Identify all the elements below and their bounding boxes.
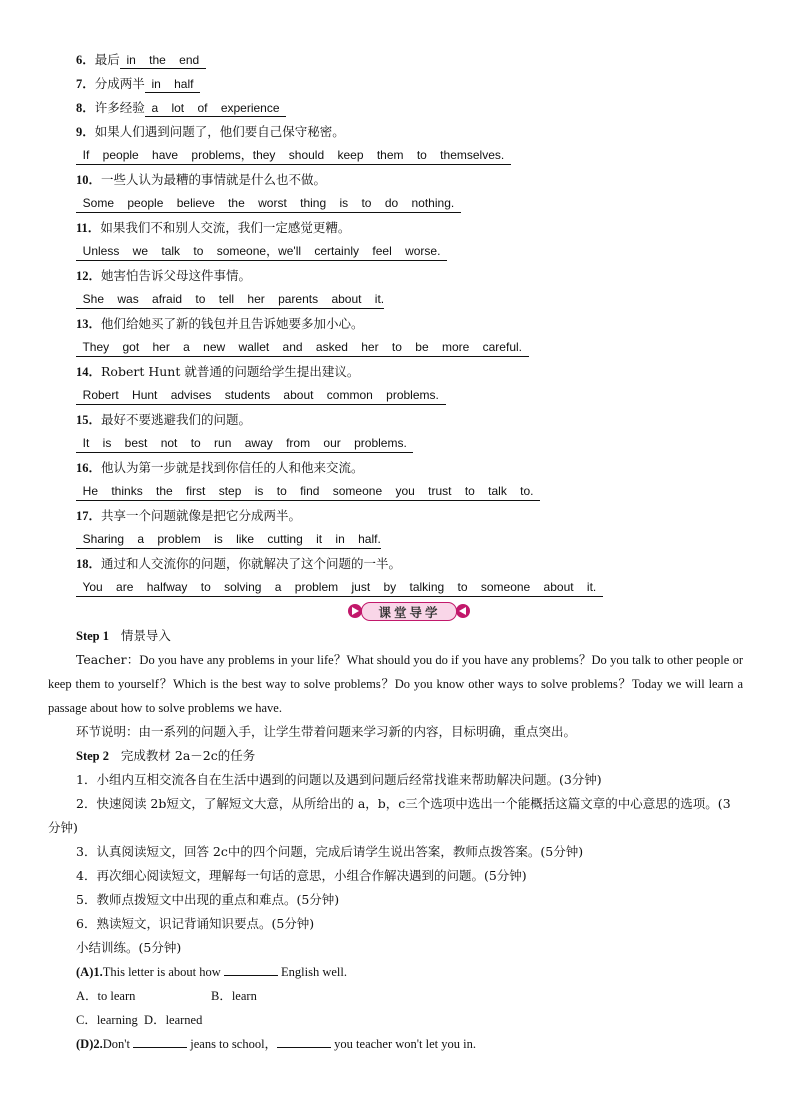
exercise-1-blank bbox=[224, 975, 278, 976]
exercise-2 bbox=[76, 1036, 476, 1052]
step1-label: 情景导入 bbox=[120, 628, 171, 643]
item-number: 12． bbox=[76, 269, 102, 283]
exercise-1 bbox=[76, 964, 347, 980]
step2-heading bbox=[76, 748, 255, 764]
sentence-17-answer: Sharing a problem is like cutting it in half. bbox=[76, 532, 381, 549]
sentence-16-prompt bbox=[76, 460, 364, 476]
exercise-1-stem-a: This letter is about how bbox=[102, 965, 221, 979]
step1-title: Step 1 bbox=[76, 629, 109, 643]
item-number: 15． bbox=[76, 413, 102, 427]
item-number: 7． bbox=[76, 77, 95, 91]
exercise-1-prefix: (A)1. bbox=[76, 965, 103, 979]
sentence-14-prompt bbox=[76, 364, 359, 380]
exercise-1-stem-b: English well. bbox=[281, 965, 347, 979]
item-chinese: 他认为第一步就是找到你信任的人和他来交流。 bbox=[101, 460, 364, 475]
item-number: 9． bbox=[76, 125, 95, 139]
exercise-1-options-row-2 bbox=[76, 1012, 202, 1028]
item-number: 11． bbox=[76, 221, 101, 235]
item-chinese: 他们给她买了新的钱包并且告诉她要多加小心。 bbox=[101, 316, 364, 331]
item-chinese: 许多经验 bbox=[94, 100, 145, 115]
sentence-17-prompt bbox=[76, 508, 301, 524]
item-number: 16． bbox=[76, 461, 102, 475]
sentence-15-prompt bbox=[76, 412, 251, 428]
item-chinese: 如果我们不和别人交流，我们一定感觉更糟。 bbox=[100, 220, 351, 235]
sentence-15-answer: It is best not to run away from our problems. bbox=[76, 436, 413, 453]
option-d: D．learned bbox=[144, 1013, 203, 1027]
sentence-18-answer: You are halfway to solving a problem just by talking to someone about it. bbox=[76, 580, 603, 597]
vocab-item-7 bbox=[76, 76, 200, 92]
step2-item-5: 5．教师点拨短文中出现的重点和难点。(5分钟) bbox=[76, 892, 340, 907]
vocab-item-6 bbox=[76, 52, 206, 68]
item-chinese: 她害怕告诉父母这件事情。 bbox=[101, 268, 252, 283]
step2-item-1: 1．小组内互相交流各自在生活中遇到的问题以及遇到问题后经常找谁来帮助解决问题。(3分钟) bbox=[76, 772, 602, 787]
item-chinese: 一些人认为最糟的事情就是什么也不做。 bbox=[101, 172, 327, 187]
option-b: B．learn bbox=[211, 989, 257, 1003]
sentence-14-answer: Robert Hunt advises students about common problems. bbox=[76, 388, 446, 405]
step2-label: 完成教材 2a－2c的任务 bbox=[120, 748, 256, 763]
exercise-2-blank-2 bbox=[277, 1047, 331, 1048]
item-answer: a lot of experience bbox=[144, 101, 287, 115]
sentence-10-answer: Some people believe the worst thing is to do nothing. bbox=[76, 196, 461, 213]
item-number: 14． bbox=[76, 365, 102, 379]
banner-title: 课堂导学 bbox=[378, 605, 441, 620]
section-banner bbox=[345, 600, 471, 622]
item-chinese: 分成两半 bbox=[94, 76, 145, 91]
step2-item-3: 3．认真阅读短文，回答 2c中的四个问题，完成后请学生说出答案，教师点拨答案。(5分钟) bbox=[76, 844, 584, 859]
sentence-13-prompt bbox=[76, 316, 364, 332]
sentence-18-prompt bbox=[76, 556, 401, 572]
step2-item-2: 2．快速阅读 2b短文，了解短文大意，从所给出的 a，b，c三个选项中选出一个能概括这篇文章的中心意思的选项。(3分钟) bbox=[48, 796, 731, 835]
step1-heading bbox=[76, 628, 171, 644]
vocab-item-8 bbox=[76, 100, 286, 116]
option-c: C．learning bbox=[76, 1013, 138, 1027]
step1-note: 环节说明：由一系列的问题入手，让学生带着问题来学习新的内容，目标明确，重点突出。 bbox=[76, 724, 577, 739]
item-number: 10． bbox=[76, 173, 102, 187]
exercise-2-stem-a: Don't bbox=[102, 1037, 130, 1051]
item-number: 13． bbox=[76, 317, 102, 331]
exercise-1-options-row-1 bbox=[76, 988, 257, 1004]
sentence-12-answer: She was afraid to tell her parents about it. bbox=[76, 292, 384, 309]
exercise-2-prefix: (D)2. bbox=[76, 1037, 103, 1051]
item-answer: in half bbox=[144, 77, 201, 91]
banner-right-arrow-icon bbox=[455, 600, 471, 622]
item-chinese: 最后 bbox=[94, 52, 120, 67]
item-chinese: 最好不要逃避我们的问题。 bbox=[101, 412, 252, 427]
sentence-9-prompt bbox=[76, 124, 345, 140]
sentence-13-answer: They got her a new wallet and asked her to be more careful. bbox=[76, 340, 529, 357]
sentence-9-answer: If people have problems，they should keep them to themselves. bbox=[76, 148, 511, 165]
sentence-16-answer: He thinks the first step is to find someone you trust to talk to. bbox=[76, 484, 540, 501]
step2-item-6: 6．熟读短文，识记背诵知识要点。(5分钟) bbox=[76, 916, 315, 931]
step2-title: Step 2 bbox=[76, 749, 109, 763]
sentence-11-prompt bbox=[76, 220, 350, 236]
exercise-2-blank-1 bbox=[133, 1047, 187, 1048]
option-a: A．to learn bbox=[76, 989, 136, 1003]
item-number: 18． bbox=[76, 557, 102, 571]
sentence-10-prompt bbox=[76, 172, 326, 188]
teacher-text: Do you have any problems in your life？What should you do if you have any problems？Do you talk to other people or keep them to yourself？Which is the best way to solve problems？Do you know other ways to solve problems？Today we will learn a passage about how to solve problems we have. bbox=[48, 653, 743, 715]
step1-teacher-paragraph bbox=[48, 648, 743, 720]
item-number: 17． bbox=[76, 509, 102, 523]
item-chinese: 如果人们遇到问题了，他们要自己保守秘密。 bbox=[94, 124, 345, 139]
item-chinese: 共享一个问题就像是把它分成两半。 bbox=[101, 508, 302, 523]
step2-summary: 小结训练。(5分钟) bbox=[76, 940, 182, 955]
exercise-2-stem-c: you teacher won't let you in. bbox=[334, 1037, 476, 1051]
sentence-11-answer: Unless we talk to someone，we'll certainly feel worse. bbox=[76, 244, 447, 261]
item-number: 8． bbox=[76, 101, 95, 115]
item-number: 6． bbox=[76, 53, 95, 67]
item-chinese: 通过和人交流你的问题，你就解决了这个问题的一半。 bbox=[101, 556, 402, 571]
item-chinese: Robert Hunt 就普通的问题给学生提出建议。 bbox=[101, 364, 360, 379]
exercise-2-stem-b: jeans to school， bbox=[190, 1037, 278, 1051]
item-answer: in the end bbox=[119, 53, 206, 67]
sentence-12-prompt bbox=[76, 268, 251, 284]
teacher-label: Teacher： bbox=[76, 652, 140, 667]
step2-item-4: 4．再次细心阅读短文，理解每一句话的意思，小组合作解决遇到的问题。(5分钟) bbox=[76, 868, 527, 883]
